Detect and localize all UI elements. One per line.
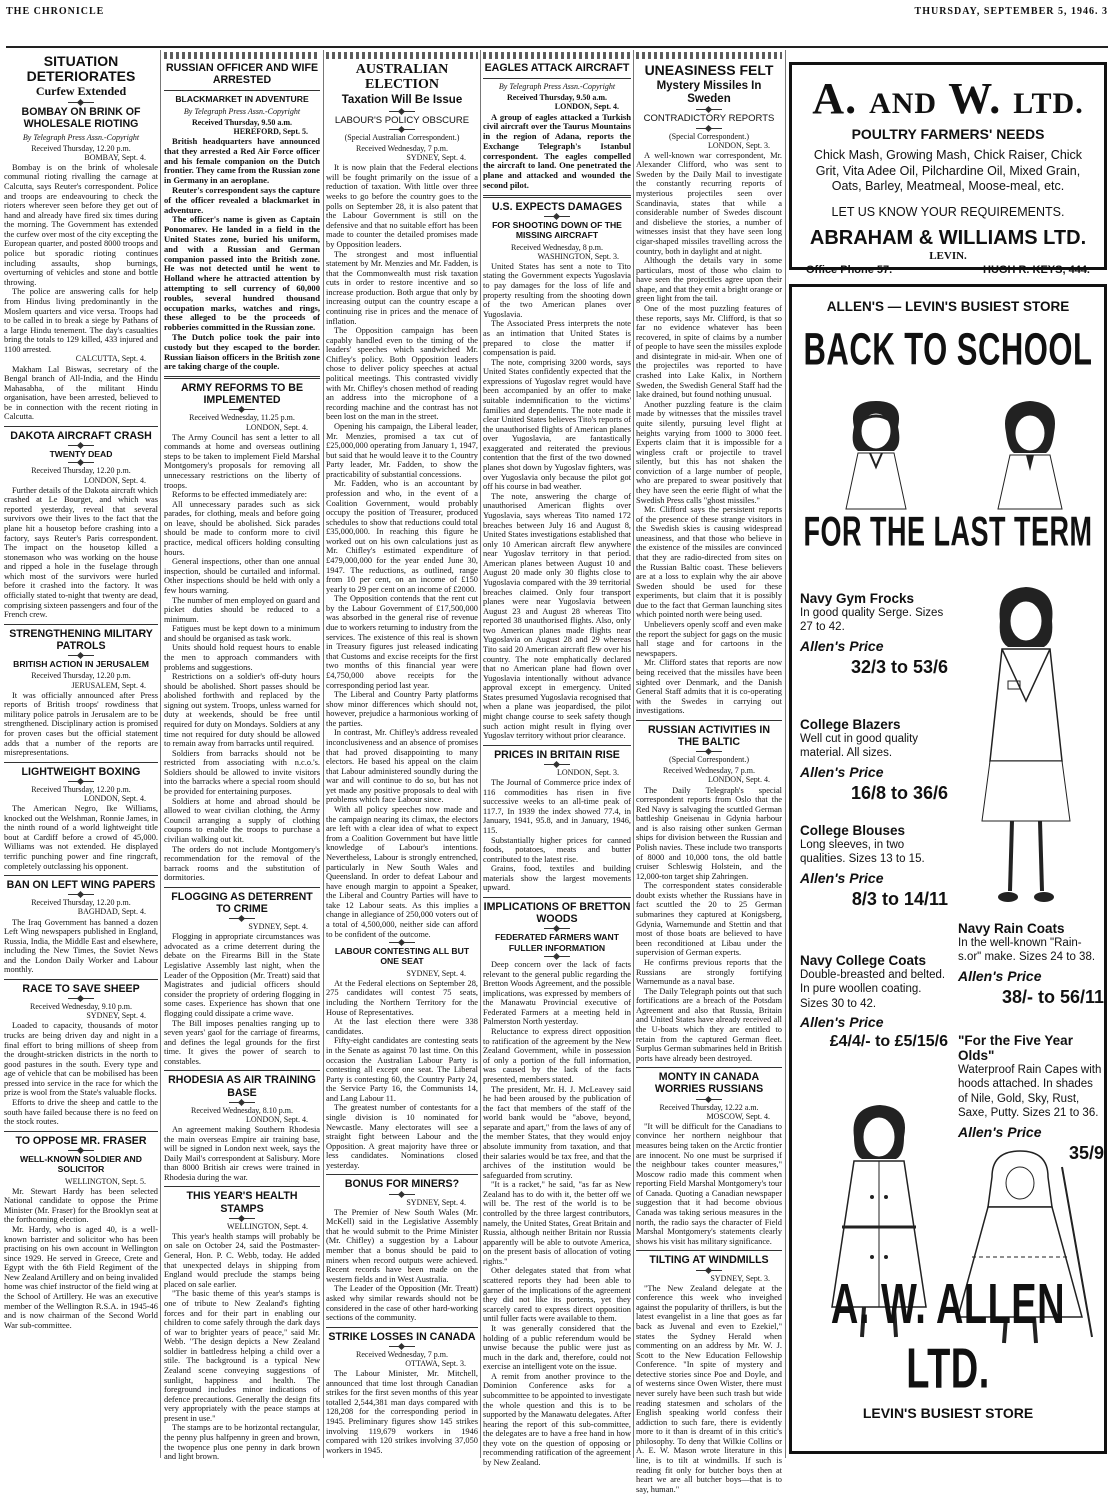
- article-left-wing-papers: [4, 879, 158, 975]
- column-divider: [633, 50, 634, 1458]
- article-body: The president, Mr. H. J. McLeavey said he had been aroused by the publication of the fact that members of the staff of the world bank would be "above, beyond, separate and apart," from the laws of any of the member States, that they would enjoy absolute immunity from taxation, and that their salaries would be tax free, and that the archives of the institution would be safeguarded from scrutiny.: [483, 1084, 631, 1180]
- article-body: The Opposition campaign has been capably handled even to the timing of the leaders' speeches which sandwiched Mr. Chifley's policy. Both Opposition leaders chose to deliver policy speeches at actual political meetings. This contrasted vividly with Mr. Chifley's chosen method of reading an address into the microphone of a recording machine and the contrast has not been lost on the man in the street.: [326, 326, 478, 422]
- article-flogging: [164, 891, 320, 1067]
- column-divider: [785, 50, 786, 1458]
- dateline: WELLINGTON, Sept. 4.: [227, 1221, 308, 1231]
- article-body: Deep concern over the lack of facts relevant to the general public regarding the Bretton Woods Agreement, and the possible implications, was expressed by members of the Manawatu Provincial executive of Federated Farmers at a meeting held in Palmerston North yesterday.: [483, 959, 631, 1027]
- price-label: Allen's Price: [800, 869, 884, 886]
- dateline: WELLINGTON, Sept. 5.: [65, 1176, 146, 1186]
- product-desc: In the well-known "Rain-s.or" make. Sizes 24 to 38.: [958, 937, 1096, 964]
- article-labour-contesting: [326, 946, 478, 1170]
- headline: EAGLES ATTACK AIRCRAFT: [484, 62, 630, 74]
- subheadline: BLACKMARKET IN ADVENTURE: [175, 94, 309, 105]
- article-strike-losses: [326, 1331, 478, 1456]
- article-body: Another puzzling feature is the claim made by witnesses that the missiles travel quite silently, pursuing level flight at heights varying from 1000 to 3000 feet. Experts claim that it is impossible for a wingless craft or projectile to travel silently, but this has not shaken the conviction of a large number of people, who are prepared to swear positively that they have seen the eerie flight of what the Swedish Press calls "ghost missiles.": [636, 399, 782, 505]
- article-body: Units should hold request hours to enable the men to approach commanders with problems and suggestions.: [164, 643, 320, 672]
- article-body: Mr. Clifford says the persistent reports of the presence of these strange visitors in the Swedish skies is causing widespread uneasiness, and that those who believe in the existence of the missiles are convinced that they are radio-directed from sites on the Russian Baltic coast. These believers are at a loss to explain why the air above Sweden should be used for these experiments, but claim that it is possibly due to the fact that German launching sites which pointed north were being used.: [636, 505, 782, 620]
- article-body: Soldiers at home and abroad should be allowed to wear civilian clothing, the Army Council arranging a supply of clothing coupons to enable the troops to purchase a civilian walking out kit.: [164, 796, 320, 844]
- dateline: SYDNEY, Sept. 4.: [406, 153, 466, 163]
- article-us-damages: [483, 201, 631, 741]
- dateline: BOMBAY, Sept. 4.: [84, 152, 146, 162]
- headline: BAN ON LEFT WING PAPERS: [6, 879, 156, 892]
- ad-headline-2: FOR THE LAST TERM: [803, 508, 1093, 555]
- article-eagles: [483, 52, 631, 191]
- article-windmills: [636, 1254, 782, 1494]
- article-body: Loaded to capacity, thousands of motor trucks are being driven day and night in a final effort to bring millions of sheep from the drought-stricken districts in the north to good pastures in the south. Every type and age of vehicle that can be mobilised has been pressed into service in the race for which the prize is wool from the State's valuable flocks.: [4, 1021, 158, 1098]
- received-line: Received Thursday, 12.20 p.m.: [31, 671, 131, 681]
- received-line: Received Wednesday, 11.25 p.m.: [189, 413, 295, 423]
- subheadline: FOR SHOOTING DOWN OF THE MISSING AIRCRAFT: [492, 220, 622, 241]
- credit: (Special Correspondent.): [669, 131, 749, 141]
- dateline: LONDON, Sept. 3.: [708, 140, 770, 150]
- price: 16/8 to 36/6: [850, 782, 948, 803]
- article-bretton-woods: [483, 901, 631, 1468]
- column-2: [164, 50, 320, 1462]
- ad-location: LEVIN.: [929, 249, 967, 262]
- article-body: Further details of the Dakota aircraft which crashed at Le Bourget, and which was reported yesterday, reveal that several survivors owe their lives to the fact that the plane hit a housetop before crashing into a factory, says Reuter's Paris correspondent. The impact on the housetop killed a stonemason who was working on the house and ripped a hole in the fuselage through which most of the survivors were hurled before it crashed into the factory. It was officially stated to-night that twenty are dead, comprising sixteen passengers and four of the French crew.: [4, 485, 158, 620]
- product-desc: In good quality Serge. Sizes 27 to 42.: [800, 607, 944, 634]
- article-body: The Opposition contends that the rent cut by the Labour Government of £17,500,000 was absorbed in the general rise of revenue due to workers returning to industry from the services. The existence of this real is shown in Treasury figures just released indicating that Customs and excise receipts for the first two months of this financial year were £4,750,000 above receipts for the corresponding period last year.: [326, 594, 478, 690]
- article-body: "The New Zealand delegate at the conference this week who inveighed against the popularity of thrillers, is but the latest evangelist in a line that goes as far back as Juvenal and even to Ezekiel," states the Sydney Herald when commenting on an address by Mr. W. J. Scott to the New Education Fellowship Conference. "In spite of mystery and detective stories since Poe and Doyle, and of westerns since Owen Wister, there must never surely have been such trash but wide reading statesmen and scholars of the English speaking world confess their addiction to such fare, there is evidently more to it than is dreamt of in this critic's philosophy. To deny that Wilkie Collins or A. E. W. Mason wrote literature in this line, is to tilt at windmills. If such is reading fit only for butcher boys then at heart we are all butcher boys—that is to say, human.": [636, 1283, 782, 1494]
- article-rhodesia: [164, 1074, 320, 1182]
- article-uneasiness: [636, 52, 782, 716]
- subheadline: BRITISH ACTION IN JERUSALEM: [13, 659, 149, 670]
- article-body: The American Negro, Ike Williams, knocked out the Welshman, Ronnie James, in the ninth round of a world lightweight title bout at Cardiff before a crowd of 45,000. Williams was not extended. He displayed terrific punching power and fine ringcraft, completely outclassing his opponent.: [4, 804, 158, 871]
- article-body: He confirms previous reports that the Russians are strongly fortifying Warnemunde as a naval base.: [636, 957, 782, 987]
- price: 38/- to 56/11: [1001, 986, 1104, 1007]
- product-college-blouses: [800, 823, 948, 910]
- dateline: LONDON, Sept. 4.: [246, 422, 308, 432]
- article-lead: The officer's name is given as Captain Ponomarev. He landed in a field in the United States zone, buried his uniform, and with a Russian and German companion passed into the British zone. He was not detected until he went to Holland where he attracted attention by attempting to sell currency of 60,000 roubles, several hundred thousand occupation marks, watches and rings, these alleged to be the proceeds of robberies committed in the Russian zone.: [164, 214, 320, 333]
- ad-call-to-action: LET US KNOW YOUR REQUIREMENTS.: [831, 204, 1065, 219]
- dateline: HEREFORD, Sept. 5.: [233, 126, 308, 136]
- received-line: Received Wednesday, 8 p.m.: [511, 242, 603, 252]
- article-monty-canada: [636, 1071, 782, 1246]
- article-body: At the last election there were 338 candidates.: [326, 1017, 478, 1036]
- ad-phone: Office Phone 57.: [806, 263, 893, 276]
- dateline: SYDNEY, Sept. 4.: [406, 1197, 466, 1207]
- ad-store-banner: ALLEN'S — LEVIN'S BUSIEST STORE: [826, 299, 1070, 314]
- received-line: Received Wednesday, 7 p.m.: [356, 1349, 448, 1359]
- article-body: It was officially announced after Press reports of British troops' rowdiness that military police patrols in Jerusalem are to be strengthened. Disciplinary action is promised for proven cases but the official statement adds that a number of the reports are misrepresentations.: [4, 690, 158, 758]
- dateline: LONDON, Sept. 3.: [557, 767, 619, 777]
- received-line: Received Wednesday, 7 p.m.: [663, 766, 755, 776]
- article-body: The Associated Press interprets the note as an intimation that United States is prepared to close the matter if compensation is paid.: [483, 319, 631, 358]
- article-lead: The Dutch police took the pair into custody but they escaped to the border. Russian liaison officers in the British zone are taking charge of the couple.: [164, 331, 320, 372]
- column-divider: [480, 50, 481, 1458]
- article-body: The Daily Telegraph's special correspondent reports from Oslo that the Red Navy is salvaging the scuttled German battleship Gneisenau in Gdynia harbour and is also raising other sunken German ships for division between the Russian and Polish navies. These include two transports of 8000 and 10,000 tons, the old battle cruiser Schleswig Holstein, and the 12,000-ton target ship Zahringen.: [636, 785, 782, 881]
- schoolgirl-illustration: [836, 397, 916, 509]
- article-body: The stamps are to be horizontal rectangular, the penny plus halfpenny in green and brown, the twopence plus one penny in dark brown and light brown.: [164, 1423, 320, 1462]
- article-russian-officer: [164, 52, 320, 372]
- received-line: Received Wednesday, 8.10 p.m.: [191, 1105, 293, 1115]
- received-line: Received Thursday, 12.20 p.m.: [31, 898, 131, 908]
- article-body: Fatigues must be kept down to a minimum and should be organised as task work.: [164, 624, 320, 643]
- headline: STRIKE LOSSES IN CANADA: [328, 1330, 476, 1343]
- deck: BOMBAY ON BRINK OF WHOLESALE RIOTING: [21, 106, 141, 131]
- ad-abraham-williams: [789, 62, 1107, 276]
- price-label: Allen's Price: [958, 1123, 1042, 1140]
- article-body: General inspections, other than one annual inspection, should be curtailed and informal. Other inspections should be held with only a few hours warning.: [164, 557, 320, 595]
- ad-tagline: LEVIN'S BUSIEST STORE: [862, 1405, 1034, 1421]
- schoolgirl-illustration: [990, 397, 1070, 509]
- credit: By Telegraph Press Assn.-Copyright: [183, 106, 301, 116]
- dateline: OTTAWA, Sept. 3.: [405, 1358, 466, 1368]
- dateline: MOSCOW, Sept. 4.: [706, 1111, 770, 1121]
- product-desc: Waterproof Rain Capes with hoods attached. In shades of Nile, Gold, Sky, Rust, Saxe, Putty. Sizes 21 to 36.: [958, 1064, 1102, 1120]
- article-body: The Journal of Commerce price index of 116 commodities has risen in five successive weeks to an all-time peak of 117.7, In 1939 the index showed 77.4, in January, 1941, 95.8, and in January, 1946, 115.: [483, 778, 631, 835]
- credit: By Telegraph Press Assn.-Copyright: [498, 82, 616, 92]
- column-5: [636, 50, 782, 1494]
- price-label: Allen's Price: [800, 637, 884, 654]
- received-line: Received Thursday, 9.50 a.m.: [506, 93, 608, 103]
- article-body: It is now plain that the Federal elections will be fought primarily on the issue of a reduction of taxation. With little over three weeks to go before the country goes to the polls on September 28, it is also patent that the Labour Government is still on the defensive and that no suitable effort has been made to counter the detailed promises made by Opposition leaders.: [326, 163, 478, 249]
- article-body: The strongest and most influential statement by Mr. Menzies and Mr. Fadden, is that the Commonwealth must risk taxation cuts in order to restore incentive and so increase production. Both argue that only by increasing output can the country escape a continuing rise in prices and the menace of inflation.: [326, 249, 478, 326]
- article-dakota-crash: [4, 430, 158, 620]
- received-line: Received Wednesday, 9.10 p.m.: [30, 1002, 132, 1012]
- article-lightweight-boxing: [4, 766, 158, 871]
- article-body: An agreement making Southern Rhodesia the main overseas Empire air training base, will be signed in London next week, says the Daily Mail's correspondent at Salisbury. More than 8000 British air crews were trained in Rhodesia during the war.: [164, 1124, 320, 1182]
- received-line: Received Thursday, 12.20 p.m.: [31, 143, 131, 153]
- column-divider: [160, 50, 161, 1458]
- received-line: Received Wednesday, 7 p.m.: [356, 144, 448, 154]
- deck: CONTRADICTORY REPORTS: [643, 113, 775, 125]
- article-body: Makham Lal Biswas, secretary of the Bengal branch of All-India, and the Hindu Mahasabha, of the militant Hindu organisation, have been arrested, believed to be in connection with the recent rioting in Calcutta.: [4, 364, 158, 422]
- dateline: SYDNEY, Sept. 4.: [86, 1011, 146, 1021]
- headline: FLOGGING AS DETERRENT TO CRIME: [171, 890, 313, 916]
- received-line: Received Thursday, 12.20 p.m.: [31, 784, 131, 794]
- article-body: All unnecessary parades such as sick parades, for clothing, meals and before going on leave, should be abolished. Sick parades should be made to conform more to civil practice, medical officers holding consulting hours.: [164, 499, 320, 557]
- product-desc: Double-breasted and belted. In pure woollen coating. Sizes 30 to 42.: [800, 969, 946, 1010]
- article-body: Efforts to drive the sheep and cattle to the south have failed because there is no feed on the stock routes.: [4, 1098, 158, 1127]
- received-line: Received Thursday, 9.50 a.m.: [191, 117, 293, 127]
- article-body: Reluctance to express direct opposition to ratification of the agreement by the New Zealand Government, while in possession of only a portion of the full information, was caused by the lack of the facts presented, members stated.: [483, 1027, 631, 1084]
- article-body: In contrast, Mr. Chifley's address revealed inconclusiveness and an absence of promises that had proved disappointing to many electors. He based his appeal on the claim that Labour administered soundly during the war and will continue to do so, but has not yet made any positive proposals to deal with problems which face Labour since.: [326, 728, 478, 805]
- article-body: A well-known war correspondent, Mr. Alexander Clifford, who was sent to Sweden by the Daily Mail to investigate the constantly recurring reports of mysterious projectiles seen over Scandinavia, states that while a considerable number of Swedes discount and disbelieve the stories, a number of witnesses insist that they have seen long cigar-shaped missiles travelling across the country, both in daylight and at night.: [636, 150, 782, 256]
- price: £4/4/- to £5/15/6: [829, 1033, 948, 1051]
- article-oppose-fraser: [4, 1135, 158, 1331]
- article-australian-election: [326, 52, 478, 939]
- product-navy-gym-frocks: [800, 591, 948, 678]
- article-body: Bombay is on the brink of wholesale communal rioting rivalling the carnage at Calcutta, says Reuter's correspondent. Police and troops are endeavouring to check the rioters wherever seen before they get out of hand and already have fired six times during the morning. The Government has extended the curfew over most of the city excepting the European quarter, and posted 8000 troops and police but sporadic rioting continues including assaults, shop burnings, overturning of vehicles and stone and bottle throwing.: [4, 162, 158, 287]
- ad-title: A. AND W. LTD.: [812, 74, 1084, 123]
- product-navy-rain-coats: [958, 921, 1104, 1008]
- headline: RACE TO SAVE SHEEP: [22, 983, 140, 995]
- dateline: LONDON, Sept. 4.: [84, 793, 146, 803]
- subheadline: FEDERATED FARMERS WANT FULLER INFORMATION: [495, 932, 619, 953]
- article-body: The Labour Minister, Mr. Mitchell, announced that time lost through Canadian strikes for the first seven months of this year totalled 2,544,381 man days compared with 128,208 for the corresponding period in 1945. Preliminary figures show 145 strikes involving 119,679 workers in 1946 compared with 120 strikes involving 37,050 workers in 1945.: [326, 1369, 478, 1455]
- article-body: "It will be difficult for the Canadians to convince her northern neighbour that measures being taken on the Arctic frontier are innocent. No one must be surprised if the neighbour takes counter measures," Moscow radio made this comment when reporting Field Marshal Montgomery's tour of Canada. Quoting a Canadian newspaper suggestion that it had become obvious Canada was taking serious measures in the north, the radio says the character of Field Marshal Montgomery's statements clearly shows his visit has military significance.: [636, 1121, 782, 1246]
- headline: TILTING AT WINDMILLS: [649, 1254, 769, 1267]
- price: 32/3 to 53/6: [850, 656, 948, 677]
- article-body: The Liberal and Country Party platforms show minor differences which should not, however, prejudice a harmonious working of the parties.: [326, 690, 478, 728]
- article-russian-baltic: [636, 724, 782, 1063]
- article-military-patrols: [4, 628, 158, 758]
- article-body: At the Federal elections on September 28, 275 candidates will contest 75 seats, including the Northern Territory for the House of Representatives.: [326, 978, 478, 1017]
- headline: SITUATION DETERIORATES: [26, 53, 136, 84]
- dateline: CALCUTTA, Sept. 4.: [75, 354, 146, 364]
- subheadline: Curfew Extended: [35, 84, 127, 99]
- article-body: Unbelievers openly scoff and even make the report the subject for gags on the music hall stage and for cartoons in the newspapers.: [636, 620, 782, 658]
- headline: U.S. EXPECTS DAMAGES: [491, 200, 623, 213]
- product-title: "For the Five Year Olds": [958, 1033, 1073, 1063]
- dateline: WASHINGTON, Sept. 3.: [537, 251, 619, 261]
- received-line: Received Thursday, 12.22 a.m.: [659, 1102, 759, 1112]
- column-1: [4, 50, 158, 1458]
- received-line: Received Thursday, 12.20 p.m.: [31, 466, 131, 476]
- article-body: Restrictions on a soldier's off-duty hours should be abolished. Short passes should be abolished forthwith and replaced by the signing out system. Troops, unless warned for duty at weekends, should be free until required for duty on Mondays. Soldiers at any time not required for duty should be allowed to remain away from barracks until required.: [164, 672, 320, 749]
- deck: LABOUR'S POLICY OBSCURE: [334, 114, 470, 126]
- article-body: The Army Council has sent a letter to all commands at home and overseas outlining steps to be taken to implement Field Marshal Montgomery's proposals for removing all unnecessary restrictions on the liberty of troops.: [164, 432, 320, 490]
- article-body: Mr. Hardy, who is aged 40, is a well-known barrister and solicitor who has been practising on his own account in Wellington since 1929. He served in Greece, Crete and Egypt with the 6th Field Regiment of the New Zealand Artillery and on being invalided home was chief instructor of the field wing at the School of Artillery. He was an executive member of the Wellington R.S.A. in 1945-46 and is now chairman of the Second World War sub-committee.: [4, 1224, 158, 1330]
- paper-name: THE CHRONICLE: [6, 6, 105, 17]
- product-navy-college-coats: [800, 953, 948, 1051]
- article-lead: British headquarters have announced that they arrested a Red Air Force officer and his female companion on the Dutch frontier. They came from the Russian zone in Germany in an aeroplane.: [164, 135, 320, 186]
- article-body: With all policy speeches now made and the campaign nearing its climax, the electors are left with a clear idea of what to expect from a Coalition Government but have little knowledge of Labour's intentions. Nevertheless, Labour is strongly entrenched, particularly in New South Wales and Queensland. In order to defeat Labour and have enough margin to appoint a Speaker, the Liberal and Country Parties will have to take 12 Labour seats. As this implies a change in allegiance of 250,000 voters out of a total of 4,500,000, neither side can afford to be confident of the outcome.: [326, 805, 478, 939]
- article-body: This year's health stamps will probably be on sale on October 24, said the Postmaster-General, Hon. P. C. Webb, today. He added that unexpected delays in shipping from England would preclude the stamps being placed on sale earlier.: [164, 1231, 320, 1289]
- dateline: SYDNEY, Sept. 4.: [406, 968, 466, 978]
- article-body: Mr. Fadden, who is an accountant by profession and who, in the event of a Coalition Government, would probably occupy the position of Treasurer, produced schedules to show that reductions could total £35,000,000. In reaching this figure he worked out on his own calculations just as Mr. Chifley's estimated expenditure of £479,000,000 for the year ended June 30, 1947. The reductions, as outlined, range from 10 per cent, on an income of £150 yearly to 29 per cent on an income of £2000.: [326, 479, 478, 594]
- article-army-reforms: [164, 382, 320, 883]
- article-body: The Iraq Government has banned a dozen Left Wing newspapers published in England, Russia, India, the Middle East and elsewhere, including the New Times, the Soviet News and the London Daily Worker and Labour monthly.: [4, 917, 158, 975]
- product-title: College Blazers: [800, 717, 901, 732]
- article-situation-deteriorates: [4, 54, 158, 422]
- headline: RHODESIA AS AIR TRAINING BASE: [168, 1074, 316, 1099]
- article-lead: A group of eagles attacked a Turkish civil aircraft over the Taurus Mountains in the region of Adana, reports the Exchange Telegraph's Istanbul correspondent. The eagles compelled the aircraft to land. One penetrated the plane and attacked and wounded the second pilot.: [483, 111, 631, 191]
- article-body: The greatest number of contestants for a single division is 10 nominated for Newcastle. Many electorates will see a straight fight between Labour and the Opposition. A great majority have three or less candidates. Nominations closed yesterday.: [326, 1103, 478, 1170]
- headline: BONUS FOR MINERS?: [344, 1178, 460, 1191]
- credit: (Special Correspondent.): [669, 755, 749, 765]
- product-title: Navy Rain Coats: [958, 921, 1065, 936]
- subheadline: Mystery Missiles In Sweden: [656, 79, 762, 105]
- headline: ARMY REFORMS TO BE IMPLEMENTED: [180, 382, 304, 407]
- ad-subtitle: POULTRY FARMERS' NEEDS: [851, 126, 1045, 142]
- article-body: Grains, food, textiles and building materials show the largest movements upward.: [483, 864, 631, 893]
- article-body: Mr. Clifford states that reports are now being received that the missiles have been sighted over Denmark, and the Danish General Staff admits that it is co-operating with the Swedes in carrying out investigations.: [636, 658, 782, 716]
- headline: TO OPPOSE MR. FRASER: [15, 1134, 147, 1147]
- article-body: The Bill imposes penalties ranging up to seven years' gaol for the carriage of firearms, and defines the legal grounds for the first time. It gives the power of search to constables.: [164, 1018, 320, 1066]
- headline: IMPLICATIONS OF BRETTON WOODS: [483, 901, 631, 926]
- article-race-to-save-sheep: [4, 983, 158, 1127]
- column-4: [483, 50, 631, 1468]
- article-body: Substantially higher prices for canned foods, potatoes, meats and butter contributed to the latest rise.: [483, 835, 631, 864]
- dateline: SYDNEY, Sept. 3.: [710, 1273, 770, 1283]
- article-body: The note, comprising 3200 words, says United States confidently expected that the expressions of Yugoslav regret would have been accompanied by an offer to make suitable indemnification to the victims' families and dependents. The note made it clear United States believes Tito's reports of the unauthorised flights of American planes over Yugoslavia, are fantastically exaggerated and reiterated the previous contention that the first of the two downed planes shot down by Yugoslav fighters, was over Yugoslavia only because the pilot got off his course in bad weather.: [483, 357, 631, 492]
- article-body: The Premier of New South Wales (Mr. McKell) said in the Legislative Assembly that he would submit to the Prime Minister (Mr. Chifley) a suggestion by a Labour member that a bonus should be paid to miners when record outputs were achieved. Recent records have been made on the western fields and in West Australia.: [326, 1207, 478, 1284]
- article-body: "The basic theme of this year's stamps is one of tribute to New Zealand's fighting forces and for their part in enabling our children to come safely through the dark days of war to brighter years of peace," said Mr. Webb. "The design depicts a New Zealand soldier in battledress helping a child over a stile. The background is a typical New Zealand scene conveying suggestions of sunlight, happiness and health. The foreground includes minor indications of defence precautions. Generally the design fits very appropriately with the peace stamps at present in use.": [164, 1289, 320, 1423]
- ad-agent: HUGH R. KEYS, 444.: [983, 263, 1090, 276]
- credit: (Special Australian Correspondent.): [344, 132, 460, 142]
- article-body: The number of men employed on guard and picket duties should be reduced to a minimum.: [164, 595, 320, 624]
- product-desc: Well cut in good quality material. All sizes.: [800, 733, 919, 760]
- ad-firm-name: A. W. ALLEN LTD.: [830, 1273, 1066, 1401]
- article-body: Soldiers from barracks should not be restricted from associating with n.c.o.'s. Soldiers should be allowed to invite visitors into the barracks where a special room should be provided for entertaining purposes.: [164, 748, 320, 797]
- article-body: It was generally considered that the holding of a public referendum would be unwise because the public were just as much in the dark and, therefore, could not exercise an intelligent vote on the issue.: [483, 1323, 631, 1372]
- product-title: College Blouses: [800, 823, 906, 838]
- article-body: Fifty-eight candidates are contesting seats in the Senate as against 70 last time. On this occasion the Australian Labour Party is contesting all except one seat. The Liberal Party is contesting 60, the Country Party 24, the Service Party 16, the Communists 14, and Lang Labour 11.: [326, 1036, 478, 1103]
- ad-product-list: Chick Mash, Growing Mash, Chick Raiser, Chick Grit, Vita Adee Oil, Pilchardine Oil, Mixed Grain, Oats, Barley, Meatmeal, Moose-meal, etc.: [813, 148, 1083, 194]
- product-title: Navy College Coats: [800, 953, 927, 968]
- article-body: The Leader of the Opposition (Mr. Treatt) asked why similar rewards should not be considered in the case of other hard-working sections of the community.: [326, 1284, 478, 1323]
- article-lead: Reuter's correspondent says the capture of the officer revealed a blackmarket in adventure.: [164, 184, 320, 215]
- dateline: LONDON, Sept. 4.: [246, 1114, 308, 1124]
- dateline: LONDON, Sept. 4.: [84, 475, 146, 485]
- ad-headline: BACK TO SCHOOL: [803, 323, 1093, 375]
- article-body: Opening his campaign, the Liberal leader, Mr. Menzies, promised a tax cut of £25,000,000 operating from January 1, 1947, but said that he would leave it to the Country Party leader, Mr. Fadden, to show the practicability of substantial concessions.: [326, 421, 478, 479]
- price-label: Allen's Price: [800, 1014, 884, 1031]
- subheadline: Taxation Will Be Issue: [341, 94, 463, 107]
- product-title: Navy Gym Frocks: [800, 591, 915, 606]
- article-bonus-miners: [326, 1178, 478, 1322]
- headline: DAKOTA AIRCRAFT CRASH: [10, 429, 152, 442]
- headline: RUSSIAN OFFICER AND WIFE ARRESTED: [165, 62, 319, 87]
- column-divider: [323, 50, 324, 1458]
- dateline: LONDON, Sept. 4.: [554, 102, 619, 112]
- dateline: SYDNEY, Sept. 4.: [248, 922, 308, 932]
- subheadline: WELL-KNOWN SOLDIER AND SOLICITOR: [20, 1153, 142, 1175]
- price-label: Allen's Price: [800, 763, 884, 780]
- subheadline: TWENTY DEAD: [49, 449, 113, 460]
- article-body: The Daily Telegraph points out that such fortifications are a breach of the Potsdam Agreement and also that Russia, Britain and United States have already received all the U-boats which they are entitled to retain from the captured German fleet. Surplus German submarines held in British ports have already been destroyed.: [636, 986, 782, 1063]
- headline: LIGHTWEIGHT BOXING: [21, 765, 141, 778]
- headline: AUSTRALIAN ELECTION: [355, 62, 449, 92]
- dateline: JERUSALEM, Sept. 4.: [71, 680, 146, 690]
- article-body: The note, answering the charge of unauthorised American flights over Yugoslavia, says whereas Tito named 172 breaches between July 16 and August 8, United States investigations established that only 10 American aircraft flew anywhere near Yugoslav territory in that period. American planes between August 10 and August 20 made only 30 flights close to Yugoslavia compared with the 39 territorial breaches claimed. Only four transport planes were near Yugoslavia between August 23 and August 28 whereas Tito reported 38 unauthorised flights. Also, only two American planes made flights near Yugoslavia on August 28 and 29 whereas Tito said 20 American aircraft flew over his country. The note emphatically declared that no American plane had flown over Yugoslavia intentionally without advance approval except in emergency. United States presumed Yugoslavia recognised that when a plane was jeopardised, the pilot might change course to seek safety though such action might result in flying over Yugoslav territory without prior clearance.: [483, 491, 631, 741]
- ad-firm-name: ABRAHAM & WILLIAMS LTD.: [809, 226, 1087, 249]
- headline: STRENGTHENING MILITARY PATROLS: [9, 627, 153, 652]
- masthead: [6, 4, 1108, 48]
- product-desc: Long sleeves, in two qualities. Sizes 13 to 15.: [800, 839, 925, 866]
- headline: MONTY IN CANADA WORRIES RUSSIANS: [654, 1071, 764, 1096]
- headline: PRICES IN BRITAIN RISE: [494, 748, 620, 761]
- dateline: LONDON, Sept. 4.: [708, 775, 770, 785]
- article-body: The orders do not include Montgomery's recommendation for the removal of the barrack rooms and the substitution of dormitories.: [164, 844, 320, 883]
- issue-date: THURSDAY, SEPTEMBER 5, 1946. 3: [914, 6, 1108, 17]
- product-college-blazers: [800, 717, 948, 804]
- article-body: United States has sent a note to Tito stating the Government expects Yugoslavia to pay damages for the loss of life and property resulting from the shooting down of the two American planes over Yugoslavia.: [483, 261, 631, 319]
- price-label: Allen's Price: [958, 967, 1042, 984]
- headline: RUSSIAN ACTIVITIES IN THE BALTIC: [647, 723, 771, 749]
- ad-allens-back-to-school: [789, 284, 1107, 1454]
- article-body: The police are answering calls for help from Hindus living predominantly in the Moslem quarters and vice versa. Troops had to be called in to break a siege by Pathans of a large Hindu tenement. The day's casualties bring the totals to 129 killed, 433 injured and 1100 arrested.: [4, 287, 158, 354]
- product-rain-capes: [958, 1033, 1104, 1164]
- headline: THIS YEAR'S HEALTH STAMPS: [186, 1190, 298, 1215]
- price: 8/3 to 14/11: [851, 888, 948, 909]
- price: 35/9: [1068, 1142, 1104, 1163]
- article-prices-britain: [483, 749, 631, 893]
- article-health-stamps: [164, 1190, 320, 1461]
- headline: UNEASINESS FELT: [644, 62, 774, 78]
- ad-contacts: [792, 262, 1104, 276]
- girl-blazer-illustration: [962, 581, 1092, 911]
- article-body: "It is a racket," he said, "as far as New Zealand has to do with it, the better off we will be. The rest of the world is to be controlled by the three largest contributors, namely, the United States, Great Britain and Russia, although neither Britain nor Russia apparently will be able to outvote America, on the present basis of allocation of voting rights.": [483, 1180, 631, 1266]
- column-3: [326, 50, 478, 1458]
- article-body: Although the details vary in some particulars, most of those who claim to have seen the projectiles agree upon their shape, and that they emit a bright orange or green light from the tail.: [636, 256, 782, 304]
- article-body: One of the most puzzling features of these reports, says Mr. Clifford, is that so far no evidence whatever has been recovered, in spite of claims by a number of people to have seen the missiles explode and disintegrate in mid-air. When one of the projectiles was reported to have crashed into Lake Kalix, in Northern Sweden, the Swedish General Staff had the lake drained, but found nothing unusual.: [636, 303, 782, 400]
- article-body: Flogging in appropriate circumstances was advocated as a crime deterrent during the debate on the Firearms Bill in the State Legislative Assembly last night, when the Leader of the Opposition (Mr. Treatt) said that Magistrates and judicial officers should consider the propriety of ordering flogging in some cases. Experience has shown that one flogging could dissipate a crime wave.: [164, 932, 320, 1018]
- headline: LABOUR CONTESTING ALL BUT ONE SEAT: [334, 946, 470, 967]
- credit: By Telegraph Press Assn.-Copyright: [22, 132, 140, 142]
- article-body: The correspondent states considerable doubt exists whether the Russians have in fact scuttled the 20 to 25 German submarines they captured at Konigsberg, Gdynia, Warnemunde and Stettin and that most of those boats are believed to have been reconditioned at Libau under the supervision of German experts.: [636, 881, 782, 958]
- article-body: Mr. Stewart Hardy has been selected National candidate to oppose the Prime Minister (Mr. Fraser) for the Brooklyn seat at the forthcoming election.: [4, 1186, 158, 1225]
- dateline: BAGHDAD, Sept. 4.: [77, 907, 146, 917]
- article-body: Other delegates stated that from what scattered reports they had been able to garner of the implications of the agreement they did not like its portents, yet they scarcely cared to express direct opposition until fuller facts were available to them.: [483, 1266, 631, 1324]
- article-body: Reforms to be effected immediately are:: [172, 490, 307, 500]
- article-body: A remit from another province to the Dominion Conference asks for a subcommittee to be appointed to investigate the whole question and this is to be supported by the Manawatu delegates. After hearing the report of this sub-committee, the delegates are to have a free hand in how they vote on the question of opposing or recommending ratification of the agreement by New Zealand.: [483, 1371, 631, 1468]
